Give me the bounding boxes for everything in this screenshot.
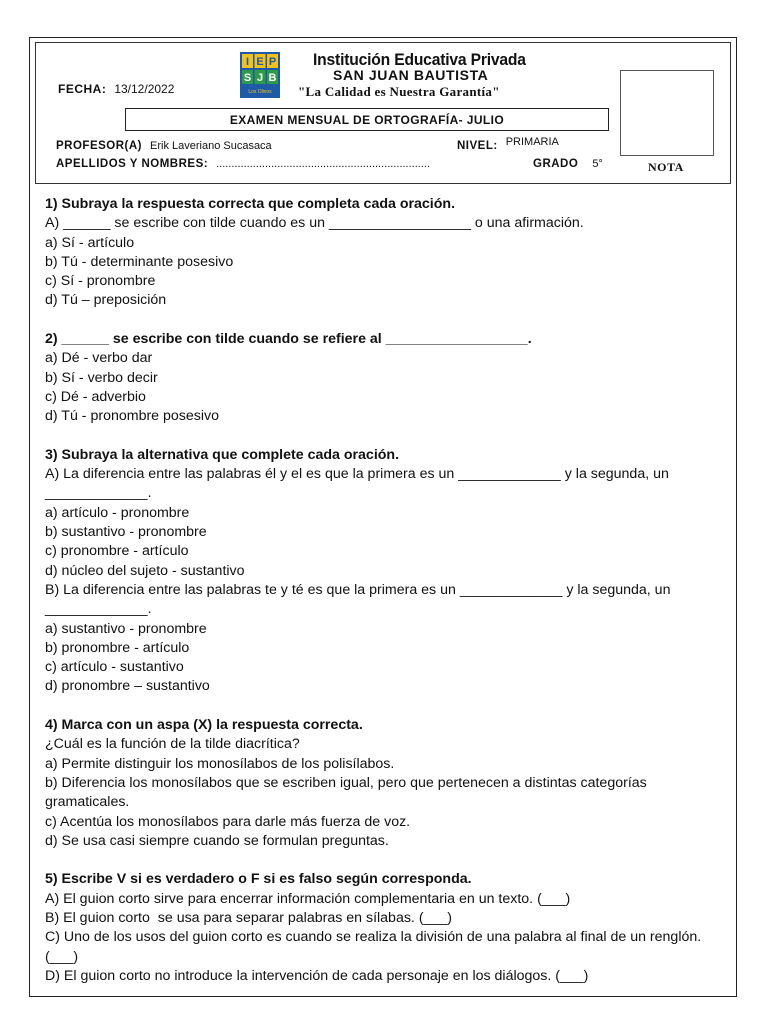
logo-letter-i: I — [245, 56, 250, 68]
apellidos-line — [56, 158, 430, 170]
grado-label: GRADO — [533, 158, 579, 170]
question-3 — [45, 446, 715, 697]
institution-title: Institución Educativa Privada — [313, 50, 526, 69]
option-a: a) Dé - verbo dar — [45, 350, 153, 367]
statement-a: A) El guion corto sirve para encerrar información complementaria en un texto. (___) — [45, 890, 571, 907]
option-d: d) Se usa casi siempre cuando se formulan preguntas. — [45, 832, 389, 849]
option-b: b) Diferencia los monosílabos que se escriben igual, pero que pertenecen a distintas categorías gramaticales. — [45, 774, 651, 811]
logo-letter-b: B — [268, 72, 277, 84]
question-line: A) La diferencia entre las palabras él y el es que la primera es un _____________ y la segunda, un _____________. — [45, 466, 673, 502]
option-b: b) Tú - determinante posesivo — [45, 253, 234, 270]
question-line: ¿Cuál es la función de la tilde diacrítica? — [45, 736, 300, 753]
statement-b: B) El guion corto se usa para separar palabras en sílabas. (___) — [45, 909, 452, 926]
statement-c: C) Uno de los usos del guion corto es cuando se realiza la división de una palabra al final de un renglón. (___) — [45, 929, 706, 965]
option-a: a) sustantivo - pronombre — [45, 620, 207, 637]
option-d: d) núcleo del sujeto - sustantivo — [45, 562, 245, 579]
institution-name: SAN JUAN BAUTISTA — [333, 67, 489, 83]
apellidos-value: ...................................................................... — [216, 158, 431, 170]
exam-questions — [45, 195, 715, 1005]
grado-line — [533, 158, 603, 170]
question-title: 3) Subraya la alternativa que complete cada oración. — [45, 446, 400, 463]
nivel-line — [457, 136, 559, 152]
nivel-value: PRIMARIA — [505, 136, 559, 148]
logo-letter-e: E — [256, 56, 264, 68]
question-title: 2) ______ se escribe con tilde cuando se refiere al __________________. — [45, 331, 532, 348]
question-5 — [45, 870, 715, 986]
question-line: A) ______ se escribe con tilde cuando es un __________________ o una afirmación. — [45, 215, 584, 232]
question-4 — [45, 716, 715, 851]
option-d: d) pronombre – sustantivo — [45, 678, 210, 695]
option-c: c) pronombre - artículo — [45, 543, 189, 560]
apellidos-label: APELLIDOS Y NOMBRES: — [56, 158, 209, 170]
profesor-label: PROFESOR(A) — [56, 140, 142, 152]
option-b: b) pronombre - artículo — [45, 639, 190, 656]
question-title: 1) Subraya la respuesta correcta que completa cada oración. — [45, 196, 456, 212]
fecha — [58, 82, 174, 96]
nota-box — [620, 70, 714, 156]
fecha-value: 13/12/2022 — [114, 82, 175, 96]
grado-value: 5° — [592, 158, 603, 170]
question-line: B) La diferencia entre las palabras te y té es que la primera es un _____________ y la segunda, un _____________. — [45, 581, 675, 618]
option-a: a) artículo - pronombre — [45, 504, 190, 521]
nivel-label: NIVEL: — [457, 140, 498, 152]
institution-motto: "La Calidad es Nuestra Garantía" — [298, 84, 500, 99]
option-d: d) Tú – preposición — [45, 292, 167, 309]
option-b: b) sustantivo - pronombre — [45, 524, 207, 541]
exam-title-box — [125, 108, 609, 131]
question-2 — [45, 330, 715, 426]
option-c: c) Dé - adverbio — [45, 388, 146, 405]
option-d: d) Tú - pronombre posesivo — [45, 408, 220, 425]
exam-title: EXAMEN MENSUAL DE ORTOGRAFÍA- JULIO — [229, 112, 505, 127]
nota-label: NOTA — [648, 160, 684, 174]
logo-letter-j: J — [256, 72, 264, 84]
question-1 — [45, 195, 715, 311]
option-c: c) Acentúa los monosílabos para darle más fuerza de voz. — [45, 813, 411, 830]
question-title: 4) Marca con un aspa (X) la respuesta correcta. — [45, 717, 363, 734]
question-title: 5) Escribe V si es verdadero o F si es falso según corresponda. — [45, 871, 472, 888]
option-c: c) Sí - pronombre — [45, 273, 156, 290]
logo-caption: Los Olivos — [248, 89, 272, 95]
option-b: b) Sí - verbo decir — [45, 369, 158, 386]
logo-letter-p: P — [268, 56, 277, 68]
statement-d: D) El guion corto no introduce la intervención de cada personaje en los diálogos. (___) — [45, 967, 589, 984]
logo-letter-s: S — [243, 72, 252, 84]
option-c: c) artículo - sustantivo — [45, 659, 184, 676]
profesor-line — [56, 140, 272, 152]
school-logo — [240, 52, 280, 98]
option-a: a) Sí - artículo — [45, 234, 135, 251]
profesor-value: Erik Laveriano Sucasaca — [150, 140, 272, 152]
fecha-label: FECHA: — [58, 82, 107, 96]
option-a: a) Permite distinguir los monosílabos de los polisílabos. — [45, 755, 395, 772]
